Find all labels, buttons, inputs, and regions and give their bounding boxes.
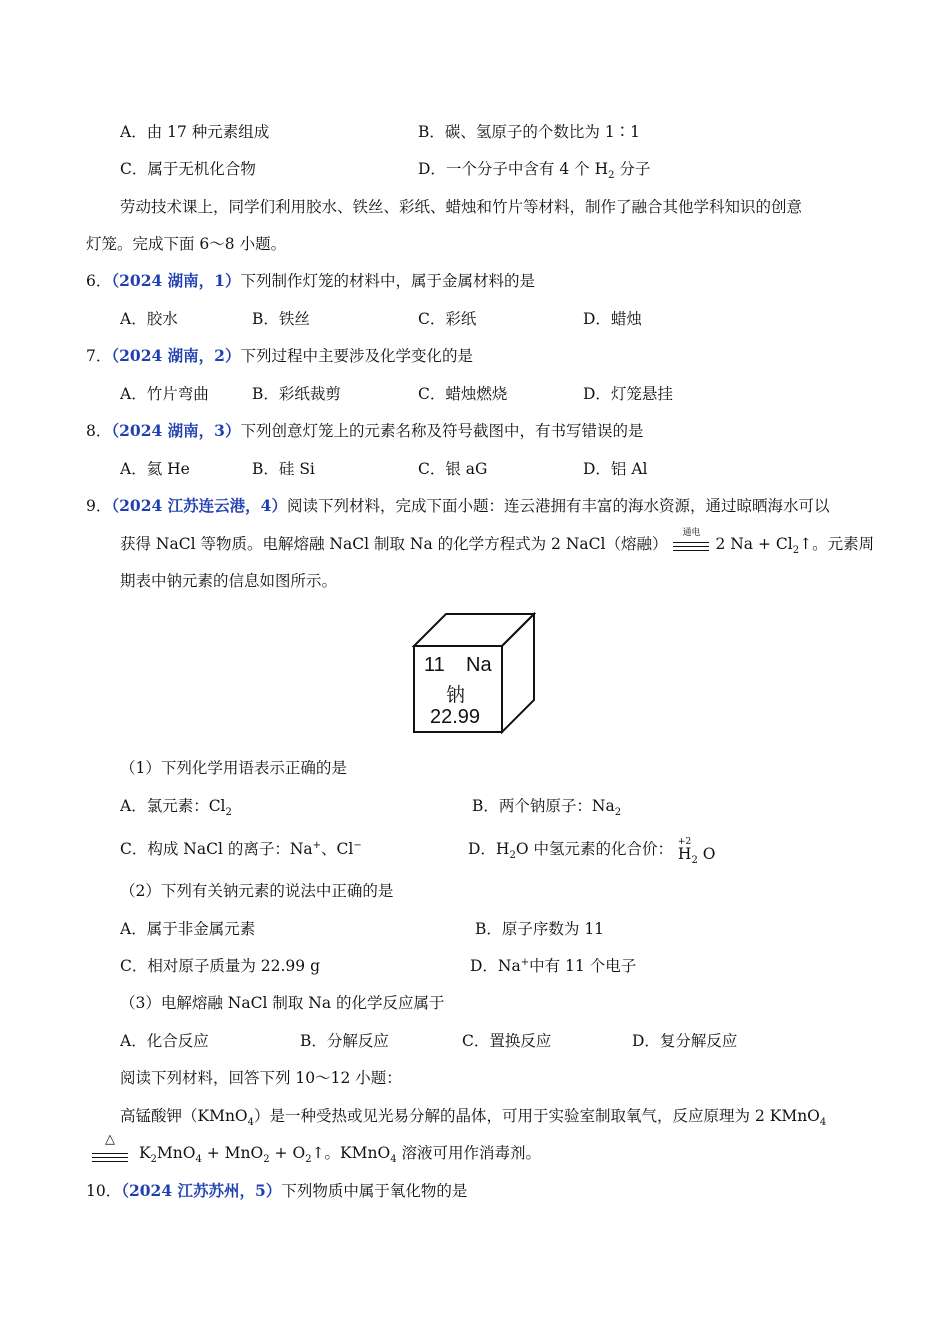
q5-option-c: C．属于无机化合物: [120, 160, 256, 178]
q6-option-a: A．胶水: [120, 310, 178, 328]
element-atomic-number: 11: [424, 654, 445, 676]
q6-source: （2024 湖南，1）: [111, 271, 241, 290]
sodium-element-card: [410, 610, 540, 736]
q5-option-d: D．一个分子中含有 4 个 $H_2$ 分子: [418, 160, 651, 182]
intro-10-12-line3: △ $K_2MnO_4 + MnO_2$ + $O_2↑$。KMnO$_4$ 溶液可用作消毒剂。: [86, 1143, 541, 1163]
reaction-condition-arrow: 通电: [671, 536, 711, 554]
q9-sub2-option-d: D．Na+中有 11 个电子: [470, 956, 637, 975]
q9-sub1-option-d: D．$H_2O$ 中氢元素的化合价： +2 $H_2$ O: [468, 837, 716, 867]
q9-stem-line2: 获得 NaCl 等物质。电解熔融 NaCl 制取 Na 的化学方程式为 2 NaCl（熔融） 通电 2 $Na + Cl_2↑$。元素周: [120, 528, 875, 557]
element-atomic-mass: 22.99: [430, 706, 481, 728]
q10-stem: 10．（2024 江苏苏州，5）下列物质中属于氧化物的是: [86, 1181, 468, 1200]
q9-sub3-stem: （3）电解熔融 NaCl 制取 Na 的化学反应属于: [120, 994, 445, 1012]
q8-option-c: C．银 aG: [418, 460, 488, 478]
q5-option-b: B．碳、氢原子的个数比为 1∶1: [418, 123, 641, 141]
q10-source: （2024 江苏苏州，5）: [121, 1181, 282, 1200]
q9-sub1-option-a: A．氯元素：$Cl_2$: [120, 797, 232, 819]
heating-condition-arrow: △: [90, 1145, 130, 1163]
element-symbol: Na: [466, 654, 492, 676]
valence-formula: +2 $H_2$ O: [677, 837, 716, 867]
q5-option-a: A．由 17 种元素组成: [120, 123, 270, 141]
q7-option-a: A．竹片弯曲: [120, 385, 209, 403]
q9-sub1-option-b: B．两个钠原子：$Na_2$: [472, 797, 622, 819]
q8-option-b: B．硅 Si: [252, 460, 315, 478]
q8-source: （2024 湖南，3）: [111, 421, 241, 440]
intro-10-12-line2: 高锰酸钾（KMnO$_4$）是一种受热或见光易分解的晶体，可用于实验室制取氧气，反应原理为 2 KMnO$_4$: [120, 1107, 827, 1129]
q9-sub1-option-c: C．构成 NaCl 的离子：Na+、Cl−: [120, 839, 362, 858]
q8-option-a: A．氦 He: [120, 460, 190, 478]
q9-stem-line3: 期表中钠元素的信息如图所示。: [120, 572, 338, 590]
q9-sub2-option-b: B．原子序数为 11: [475, 920, 605, 938]
q6-option-c: C．彩纸: [418, 310, 477, 328]
q8-option-d: D．铝 Al: [583, 460, 648, 478]
q6-option-d: D．蜡烛: [583, 310, 642, 328]
q9-source: （2024 江苏连云港，4）: [111, 496, 287, 515]
intro-6-8-line1: 劳动技术课上，同学们利用胶水、铁丝、彩纸、蜡烛和竹片等材料，制作了融合其他学科知识的创意: [120, 198, 803, 216]
q9-stem-line1: 9．（2024 江苏连云港，4）阅读下列材料，完成下面小题：连云港拥有丰富的海水资源，通过晾晒海水可以: [86, 496, 830, 515]
q9-sub2-stem: （2）下列有关钠元素的说法中正确的是: [120, 882, 394, 900]
q6-option-b: B．铁丝: [252, 310, 310, 328]
q9-sub3-option-b: B．分解反应: [300, 1032, 389, 1050]
q7-source: （2024 湖南，2）: [111, 346, 241, 365]
q7-option-b: B．彩纸裁剪: [252, 385, 341, 403]
q7-option-c: C．蜡烛燃烧: [418, 385, 508, 403]
q9-sub3-option-c: C．置换反应: [462, 1032, 552, 1050]
q9-sub3-option-d: D．复分解反应: [632, 1032, 738, 1050]
intro-10-12-line1: 阅读下列材料，回答下列 10～12 小题：: [120, 1069, 402, 1087]
intro-6-8-line2: 灯笼。完成下面 6～8 小题。: [86, 235, 287, 253]
q6-stem: 6．（2024 湖南，1）下列制作灯笼的材料中，属于金属材料的是: [86, 271, 535, 290]
q8-stem: 8．（2024 湖南，3）下列创意灯笼上的元素名称及符号截图中，有书写错误的是: [86, 421, 644, 440]
q9-sub1-stem: （1）下列化学用语表示正确的是: [120, 759, 347, 777]
q9-sub2-option-a: A．属于非金属元素: [120, 920, 256, 938]
q7-option-d: D．灯笼悬挂: [583, 385, 673, 403]
q9-sub2-option-c: C．相对原子质量为 22.99 g: [120, 957, 321, 975]
q9-sub3-option-a: A．化合反应: [120, 1032, 209, 1050]
element-name: 钠: [446, 684, 466, 706]
q7-stem: 7．（2024 湖南，2）下列过程中主要涉及化学变化的是: [86, 346, 473, 365]
